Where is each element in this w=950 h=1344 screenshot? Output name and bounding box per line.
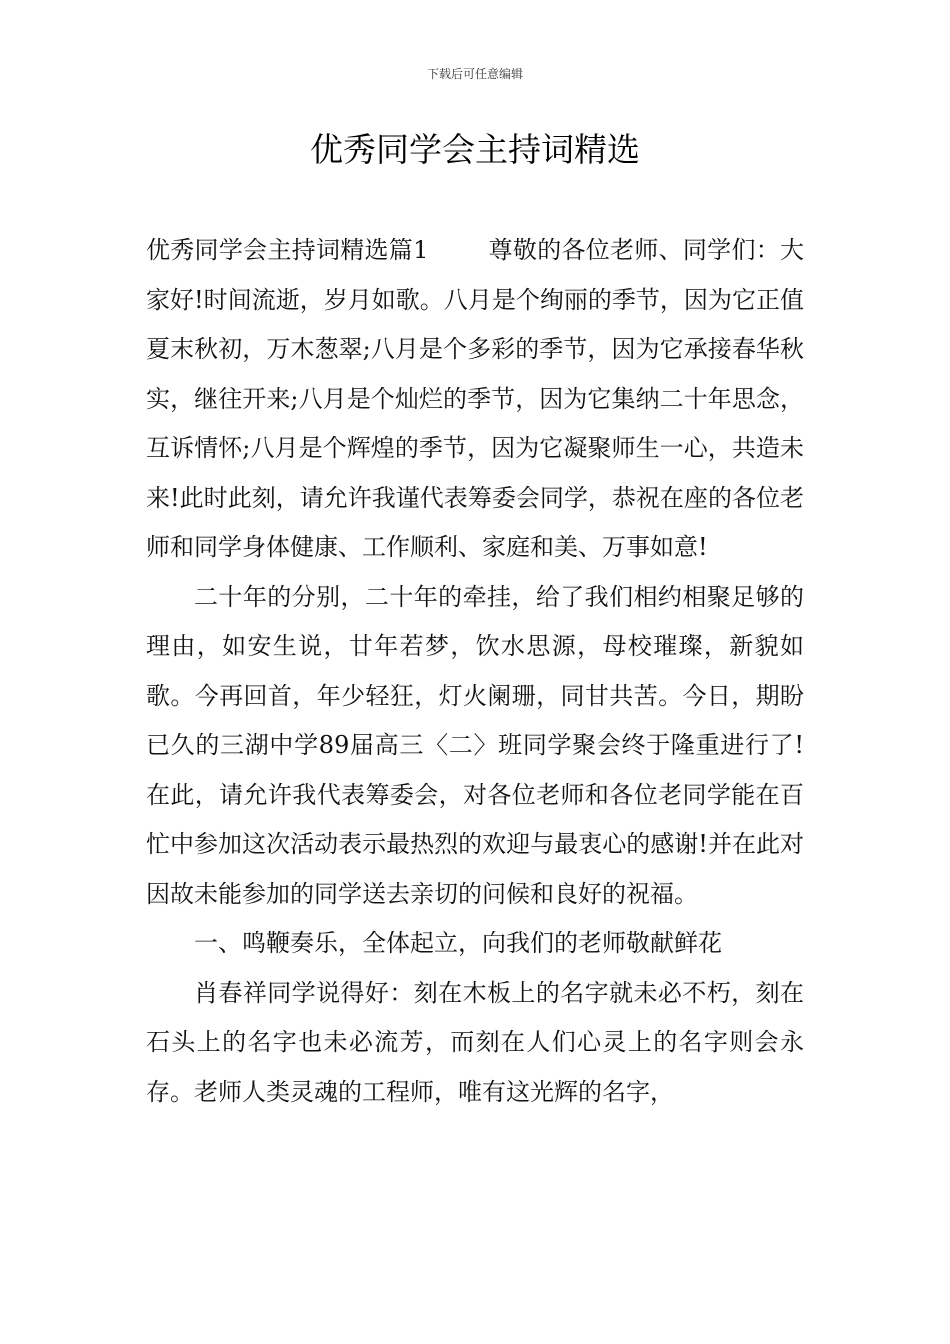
paragraph-1 bbox=[146, 226, 804, 573]
document-body bbox=[146, 226, 804, 1117]
paragraph-4: 肖春祥同学说得好：刻在木板上的名字就未必不朽，刻在石头上的名字也未必流芳，而刻在人们心灵上的名字则会永存。老师人类灵魂的工程师，唯有这光辉的名字， bbox=[146, 978, 804, 1106]
paragraph-2: 二十年的分别，二十年的牵挂，给了我们相约相聚足够的理由，如安生说，廿年若梦，饮水思源，母校璀璨，新貌如歌。今再回首，年少轻狂，灯火阑珊，同甘共苦。今日，期盼已久的三湖中学89届高三〈二〉班同学聚会终于隆重进行了!在此，请允许我代表筹委会，对各位老师和各位老同学能在百忙中参加这次活动表示最热烈的欢迎与最衷心的感谢!并在此对因故未能参加的同学送去亲切的问候和良好的祝福。 bbox=[146, 582, 804, 908]
paragraph-3: 一、鸣鞭奏乐，全体起立，向我们的老师敬献鲜花 bbox=[194, 929, 722, 957]
paragraph-1-body: 大家好!时间流逝，岁月如歌。八月是个绚丽的季节，因为它正值夏末秋初，万木葱翠;八月是个多彩的季节，因为它承接春华秋实，继往开来;八月是个灿烂的季节，因为它集纳二十年思念，互诉情怀;八月是个辉煌的季节，因为它凝聚师生一心，共造未来!此时此刻，请允许我谨代表筹委会同学，恭祝在座的各位老师和同学身体健康、工作顺利、家庭和美、万事如意! bbox=[146, 236, 804, 561]
greeting: 尊敬的各位老师、同学们： bbox=[488, 236, 780, 264]
document-title: 优秀同学会主持词精选 bbox=[310, 130, 640, 169]
section-heading: 优秀同学会主持词精选篇1 bbox=[146, 236, 429, 264]
header-note: 下载后可任意编辑 bbox=[426, 67, 523, 81]
